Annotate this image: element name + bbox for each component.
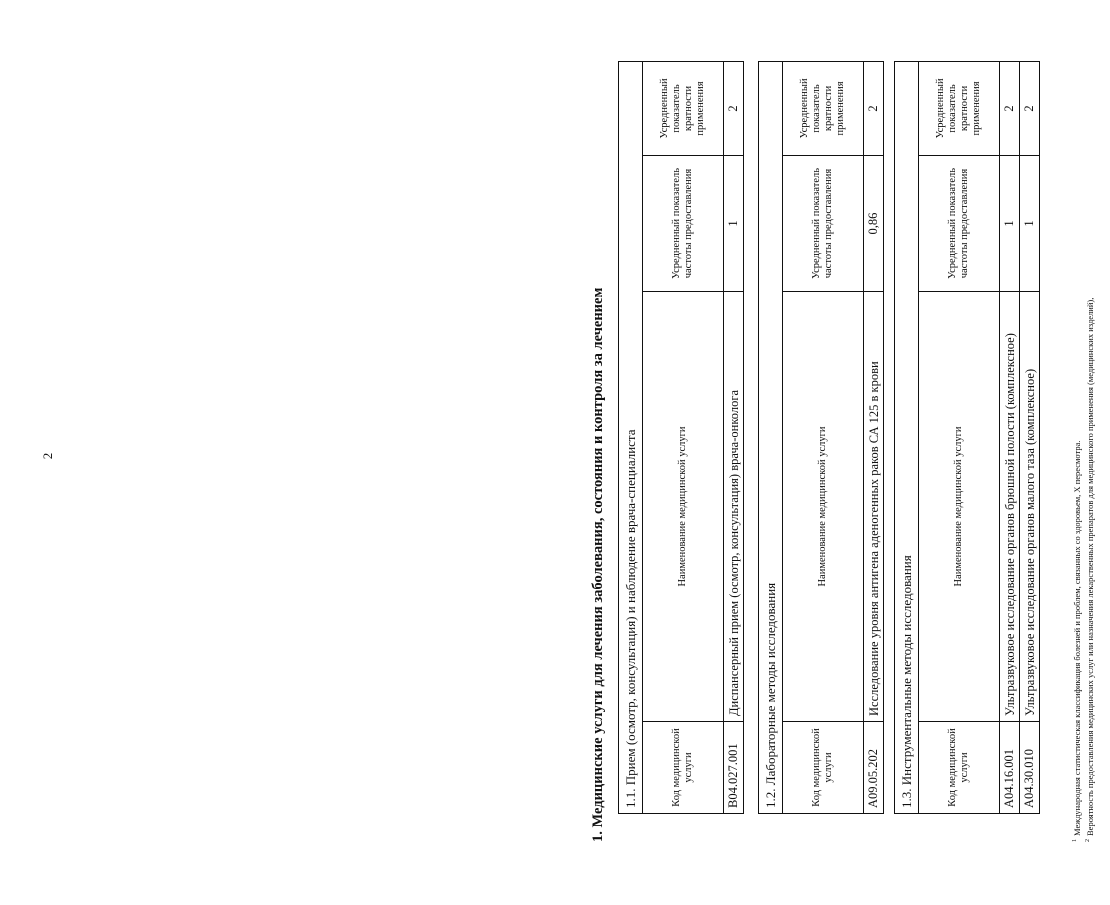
service-code: B04.027.001 [724, 722, 744, 814]
service-frequency: 0,86 [864, 156, 884, 292]
table-subtitle: 1.2. Лабораторные методы исследования [759, 61, 783, 813]
header-multiplicity: Усредненный показатель кратности применения [919, 61, 1000, 155]
service-name: Ультразвуковое исследование органов малого таза (комплексное) [1020, 292, 1040, 722]
header-name: Наименование медицинской услуги [919, 292, 1000, 722]
service-multiplicity: 2 [1020, 61, 1040, 155]
footnote-text: Международная статистическая классификация болезней и проблем, связанных со здоровьем, X пересмотра. [1071, 440, 1082, 836]
header-frequency: Усредненный показатель частоты предоставления [919, 156, 1000, 292]
service-multiplicity: 2 [864, 61, 884, 155]
footnote-mark: 1 [1072, 839, 1078, 842]
header-code: Код медицинской услуги [643, 722, 724, 814]
footnotes [1070, 62, 1096, 842]
header-frequency: Усредненный показатель частоты предоставления [643, 156, 724, 292]
page-number: 2 [40, 452, 55, 460]
table-header-row [643, 61, 724, 813]
service-frequency: 1 [724, 156, 744, 292]
service-code: A09.05.202 [864, 722, 884, 814]
header-frequency: Усредненный показатель частоты предоставления [783, 156, 864, 292]
header-code: Код медицинской услуги [783, 722, 864, 814]
footnote-mark: 2 [1084, 839, 1091, 842]
services-table-1-2 [758, 61, 884, 814]
table-subtitle: 1.1. Прием (осмотр, консультация) и наблюдение врача-специалиста [619, 61, 643, 813]
service-frequency: 1 [1020, 156, 1040, 292]
section-title: 1. Медицинские услуги для лечения заболевания, состояния и контроля за лечением [590, 287, 606, 842]
table-row [1000, 61, 1020, 813]
service-frequency: 1 [1000, 156, 1020, 292]
footnote-text: Вероятность предоставления медицинских услуг или назначения лекарственных препаратов для медицинского применения (медицинских изделий), [1084, 297, 1095, 836]
services-table-1-3 [894, 61, 1040, 814]
table-row [724, 61, 744, 813]
services-table-1-1 [618, 61, 744, 814]
service-code: A04.16.001 [1000, 722, 1020, 814]
table-subtitle: 1.3. Инструментальные методы исследования [895, 61, 919, 813]
header-multiplicity: Усредненный показатель кратности применения [783, 61, 864, 155]
header-name: Наименование медицинской услуги [783, 292, 864, 722]
table-header-row [783, 61, 864, 813]
footnote [1083, 62, 1096, 842]
header-name: Наименование медицинской услуги [643, 292, 724, 722]
table-header-row [919, 61, 1000, 813]
rotated-content [590, 62, 1110, 842]
service-name: Ультразвуковое исследование органов брюшной полости (комплексное) [1000, 292, 1020, 722]
table-row [1020, 61, 1040, 813]
service-multiplicity: 2 [724, 61, 744, 155]
service-name: Диспансерный прием (осмотр, консультация) врача-онколога [724, 292, 744, 722]
header-code: Код медицинской услуги [919, 722, 1000, 814]
service-multiplicity: 2 [1000, 61, 1020, 155]
footnote [1070, 62, 1083, 842]
header-multiplicity: Усредненный показатель кратности применения [643, 61, 724, 155]
service-code: A04.30.010 [1020, 722, 1040, 814]
service-name: Исследование уровня антигена аденогенных раков СА 125 в крови [864, 292, 884, 722]
table-row [864, 61, 884, 813]
